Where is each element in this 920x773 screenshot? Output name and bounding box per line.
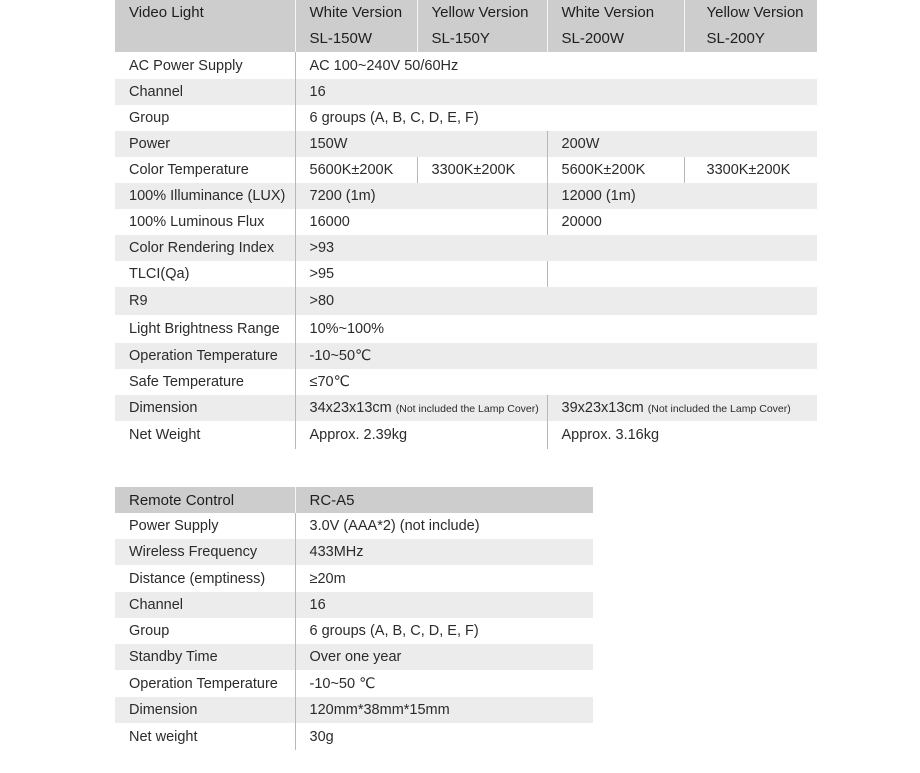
remote-header-label: Remote Control <box>115 487 295 513</box>
table-row <box>115 105 817 131</box>
row-value: 30g <box>309 728 334 745</box>
table-row <box>115 618 593 644</box>
row-label: Net Weight <box>115 421 295 449</box>
row-value: Over one year <box>295 644 593 670</box>
row-label: Power Supply <box>115 513 295 539</box>
row-label: Safe Temperature <box>115 369 295 395</box>
table-row <box>115 395 817 421</box>
header-sl150y: Yellow Version SL-150Y <box>417 0 547 52</box>
table-row <box>115 670 593 697</box>
row-label: Standby Time <box>115 644 295 670</box>
row-value-sl150w: 5600K±200K <box>295 157 417 183</box>
row-value: ≤70℃ <box>309 374 350 390</box>
header-sl150w: White Version SL-150W <box>295 0 417 52</box>
row-value-empty <box>547 261 817 287</box>
row-label: Wireless Frequency <box>115 539 295 565</box>
spec-header-row <box>115 0 817 52</box>
row-label: Operation Temperature <box>115 670 295 697</box>
video-light-spec-table <box>115 0 817 449</box>
table-row <box>115 539 593 565</box>
row-label: Distance (emptiness) <box>115 565 295 592</box>
header-sl200w: White Version SL-200W <box>547 0 684 52</box>
row-value: AC 100~240V 50/60Hz <box>309 57 459 74</box>
table-row <box>115 513 593 539</box>
row-value-sl150y: 3300K±200K <box>417 157 547 183</box>
row-value-200: Approx. 3.16kg <box>561 427 660 443</box>
row-value: 6 groups (A, B, C, D, E, F) <box>309 623 479 639</box>
table-row <box>115 287 817 315</box>
row-label: Group <box>115 618 295 644</box>
row-label: 100% Luminous Flux <box>115 209 295 235</box>
table-row <box>115 235 817 261</box>
row-value: 16 <box>295 592 593 618</box>
row-label: Operation Temperature <box>115 343 295 369</box>
remote-control-spec-table <box>115 487 593 750</box>
remote-header-row <box>115 487 593 513</box>
row-value-sl200w: 5600K±200K <box>547 157 684 183</box>
row-value-150: 150W <box>295 131 547 157</box>
row-value: >95 <box>295 261 547 287</box>
row-value: 3.0V (AAA*2) (not include) <box>309 518 480 534</box>
row-value-sl200y: 3300K±200K <box>706 162 791 178</box>
row-value-150: 16000 <box>295 209 547 235</box>
row-label: Color Rendering Index <box>115 235 295 261</box>
row-label: Dimension <box>115 395 295 421</box>
table-row <box>115 369 817 395</box>
row-value-200: 20000 <box>561 214 602 230</box>
table-row <box>115 79 817 105</box>
row-value: 120mm*38mm*15mm <box>295 697 593 723</box>
row-label: AC Power Supply <box>115 52 295 79</box>
row-value: ≥20m <box>309 570 346 587</box>
row-value: 10%~100% <box>309 321 385 337</box>
row-value-150: 34x23x13cm (Not included the Lamp Cover) <box>295 395 547 421</box>
table-row <box>115 315 817 343</box>
row-value: 16 <box>295 79 817 105</box>
row-value: -10~50℃ <box>295 343 817 369</box>
row-label: Dimension <box>115 697 295 723</box>
row-value: >93 <box>295 235 817 261</box>
table-row <box>115 723 593 750</box>
row-value-200: 12000 (1m) <box>547 183 817 209</box>
table-row <box>115 697 593 723</box>
row-label: TLCI(Qa) <box>115 261 295 287</box>
table-row <box>115 592 593 618</box>
table-row <box>115 644 593 670</box>
row-value-200: 39x23x13cm (Not included the Lamp Cover) <box>547 395 817 421</box>
row-label: Net weight <box>115 723 295 750</box>
table-row <box>115 261 817 287</box>
row-value-200: 200W <box>547 131 817 157</box>
row-label: 100% Illuminance (LUX) <box>115 183 295 209</box>
row-label: R9 <box>115 287 295 315</box>
spec-header-label: Video Light <box>115 0 295 52</box>
table-row <box>115 421 817 449</box>
table-row <box>115 209 817 235</box>
table-row <box>115 131 817 157</box>
remote-header-model: RC-A5 <box>295 487 593 513</box>
row-label: Color Temperature <box>115 157 295 183</box>
row-value: >80 <box>295 287 817 315</box>
row-value-150: 7200 (1m) <box>295 183 547 209</box>
header-sl200y: Yellow Version SL-200Y <box>684 0 817 52</box>
row-value: 6 groups (A, B, C, D, E, F) <box>309 110 479 126</box>
row-label: Light Brightness Range <box>115 315 295 343</box>
table-row <box>115 157 817 183</box>
table-row <box>115 52 817 79</box>
table-row <box>115 565 593 592</box>
row-label: Power <box>115 131 295 157</box>
table-row <box>115 183 817 209</box>
row-value-150: Approx. 2.39kg <box>295 421 547 449</box>
row-label: Group <box>115 105 295 131</box>
row-label: Channel <box>115 592 295 618</box>
table-row <box>115 343 817 369</box>
row-value: -10~50 ℃ <box>309 675 376 692</box>
row-label: Channel <box>115 79 295 105</box>
row-value: 433MHz <box>295 539 593 565</box>
